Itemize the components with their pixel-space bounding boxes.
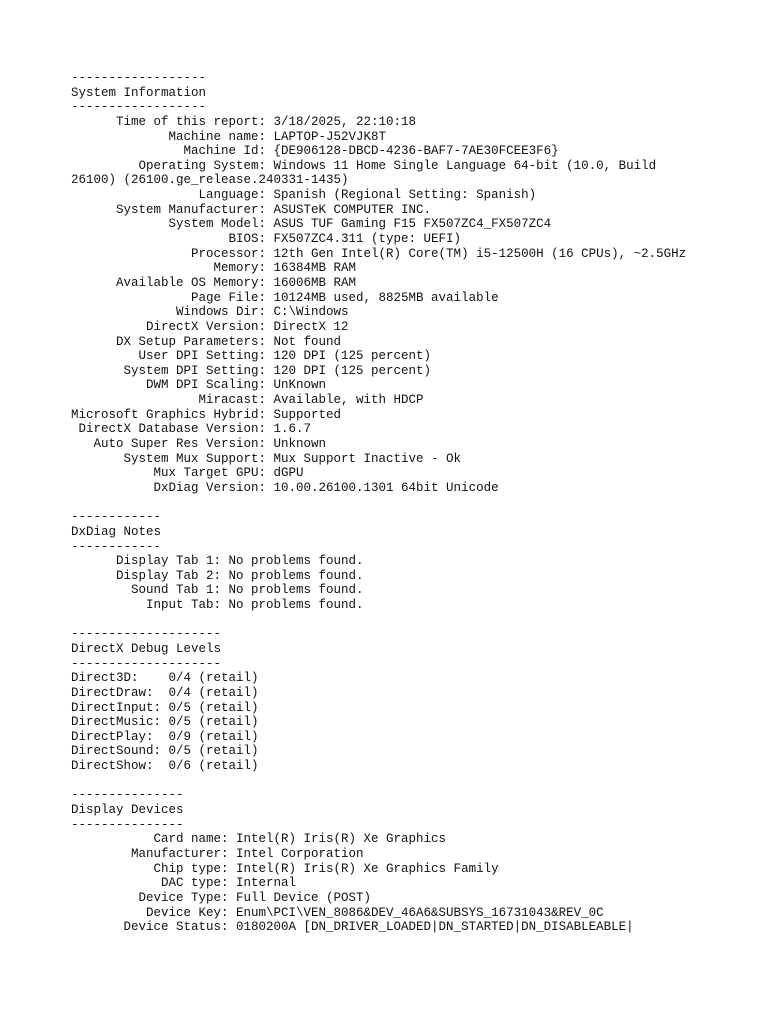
system-information-line: Time of this report: 3/18/2025, 22:10:18	[71, 114, 417, 129]
display-devices-line: Device Type: Full Device (POST)	[71, 890, 372, 905]
directx-debug-levels-line: DirectInput: 0/5 (retail)	[71, 700, 259, 715]
system-information-line: System Manufacturer: ASUSTeK COMPUTER INC.	[71, 202, 432, 217]
system-information-line: Windows Dir: C:\Windows	[71, 305, 349, 320]
system-information-line: Auto Super Res Version: Unknown	[71, 437, 327, 452]
directx-debug-levels-line: DirectDraw: 0/4 (retail)	[71, 685, 259, 700]
system-information-line: System Mux Support: Mux Support Inactive - Ok	[71, 451, 462, 466]
display-devices-line: DAC type: Internal	[71, 876, 297, 891]
section-rule-bottom: ------------------	[71, 100, 207, 115]
system-information-line: User DPI Setting: 120 DPI (125 percent)	[71, 349, 432, 364]
system-information-line: Machine Id: {DE906128-DBCD-4236-BAF7-7AE30FCEE3F6}	[71, 144, 559, 159]
system-information-line: Mux Target GPU: dGPU	[71, 466, 304, 481]
dxdiag-report	[71, 71, 686, 935]
section-title: DxDiag Notes	[71, 524, 162, 539]
section-title: DirectX Debug Levels	[71, 641, 222, 656]
system-information-line: Page File: 10124MB used, 8825MB available	[71, 290, 499, 305]
section-rule-bottom: --------------------	[71, 656, 222, 671]
display-devices-line: Device Key: Enum\PCI\VEN_8086&DEV_46A6&SUBSYS_16731043&REV_0C	[71, 905, 604, 920]
dxdiag-notes-line: Sound Tab 1: No problems found.	[71, 583, 364, 598]
directx-debug-levels-line: DirectMusic: 0/5 (retail)	[71, 715, 259, 730]
system-information-line: DWM DPI Scaling: UnKnown	[71, 378, 327, 393]
section-rule-bottom: ------------	[71, 539, 162, 554]
system-information-line: System Model: ASUS TUF Gaming F15 FX507ZC4_FX507ZC4	[71, 217, 552, 232]
section-rule-top: ------------------	[71, 71, 207, 85]
system-information-line: Operating System: Windows 11 Home Single Language 64-bit (10.0, Build	[71, 158, 657, 173]
system-information-line: DirectX Version: DirectX 12	[71, 319, 349, 334]
section-rule-top: ---------------	[71, 788, 184, 803]
system-information-line: Machine name: LAPTOP-J52VJK8T	[71, 129, 387, 144]
display-devices-line: Chip type: Intel(R) Iris(R) Xe Graphics Family	[71, 861, 499, 876]
system-information-line: Miracast: Available, with HDCP	[71, 393, 424, 408]
dxdiag-notes-line: Input Tab: No problems found.	[71, 598, 364, 613]
system-information-line: Memory: 16384MB RAM	[71, 261, 357, 276]
system-information-line: DX Setup Parameters: Not found	[71, 334, 342, 349]
section-rule-top: --------------------	[71, 627, 222, 642]
blank-line	[71, 774, 686, 789]
display-devices-line: Card name: Intel(R) Iris(R) Xe Graphics	[71, 832, 447, 847]
directx-debug-levels-line: DirectShow: 0/6 (retail)	[71, 759, 259, 774]
system-information-line: Microsoft Graphics Hybrid: Supported	[71, 407, 342, 422]
system-information-line: Available OS Memory: 16006MB RAM	[71, 275, 357, 290]
dxdiag-notes-line: Display Tab 1: No problems found.	[71, 554, 364, 569]
system-information-line: System DPI Setting: 120 DPI (125 percent)	[71, 363, 432, 378]
section-rule-top: ------------	[71, 510, 162, 525]
system-information-line: DirectX Database Version: 1.6.7	[71, 422, 312, 437]
display-devices-line: Manufacturer: Intel Corporation	[71, 846, 364, 861]
directx-debug-levels-line: DirectPlay: 0/9 (retail)	[71, 729, 259, 744]
directx-debug-levels-line: Direct3D: 0/4 (retail)	[71, 671, 259, 686]
system-information-line: Language: Spanish (Regional Setting: Spanish)	[71, 188, 537, 203]
system-information-line: DxDiag Version: 10.00.26100.1301 64bit Unicode	[71, 480, 499, 495]
system-information-line: Processor: 12th Gen Intel(R) Core(TM) i5-12500H (16 CPUs), ~2.5GHz	[71, 246, 687, 261]
section-title: Display Devices	[71, 803, 184, 818]
dxdiag-notes-line: Display Tab 2: No problems found.	[71, 568, 364, 583]
system-information-line: BIOS: FX507ZC4.311 (type: UEFI)	[71, 232, 462, 247]
section-title: System Information	[71, 85, 207, 100]
blank-line	[71, 496, 686, 511]
section-rule-bottom: ---------------	[71, 817, 184, 832]
display-devices-line: Device Status: 0180200A [DN_DRIVER_LOADED|DN_STARTED|DN_DISABLEABLE|	[71, 920, 634, 935]
blank-line	[71, 613, 686, 628]
system-information-line: 26100) (26100.ge_release.240331-1435)	[71, 173, 349, 188]
directx-debug-levels-line: DirectSound: 0/5 (retail)	[71, 744, 259, 759]
